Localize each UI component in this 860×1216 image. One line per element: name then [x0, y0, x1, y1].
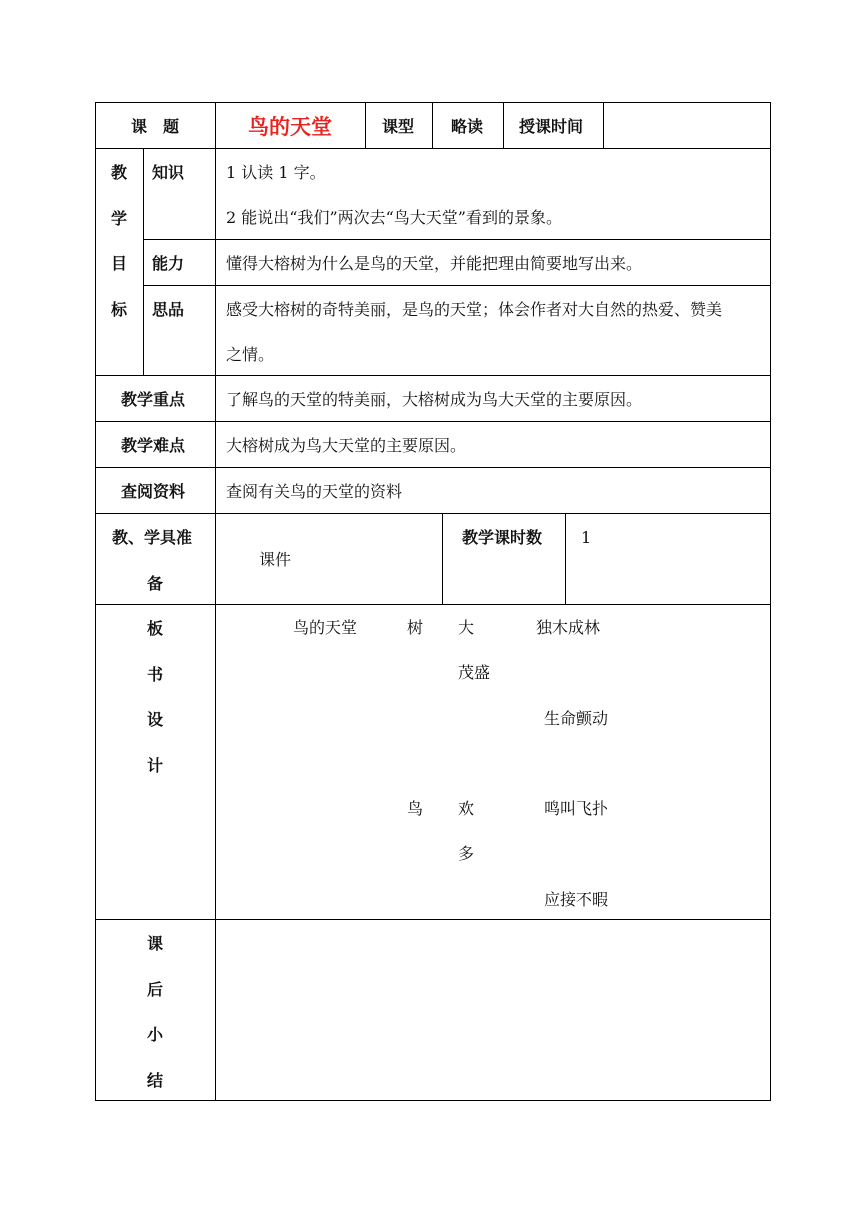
rule [95, 919, 771, 920]
rule [365, 102, 366, 149]
rule [95, 375, 771, 376]
tools-value: 课件 [259, 550, 292, 569]
board-busy: 应接不暇 [544, 890, 609, 909]
rule [503, 102, 504, 149]
ability-label: 能力 [152, 254, 185, 273]
rule [95, 513, 771, 514]
board-big: 大 [458, 618, 475, 637]
board-joy: 欢 [458, 799, 475, 818]
difficulty-label: 教学难点 [121, 436, 186, 455]
board-chirp: 鸣叫飞扑 [544, 799, 609, 818]
rule [95, 467, 771, 468]
board-many: 多 [458, 844, 475, 863]
rule [95, 421, 771, 422]
rule [603, 102, 604, 149]
board-label-char: 计 [147, 756, 164, 775]
class-time-label: 授课时间 [519, 117, 584, 136]
class-hours-label: 教学课时数 [462, 528, 543, 547]
rule [432, 102, 433, 149]
rule [143, 285, 771, 286]
class-hours-value: 1 [581, 528, 592, 547]
lesson-type-label: 课型 [382, 117, 415, 136]
character-line: 之情。 [226, 345, 275, 364]
summary-label-char: 小 [147, 1025, 164, 1044]
objectives-label-char: 目 [111, 254, 128, 273]
objectives-label-char: 教 [111, 163, 128, 182]
key-point-text: 了解鸟的天堂的特美丽，大榕树成为鸟大天堂的主要原因。 [226, 390, 643, 409]
rule [442, 513, 443, 605]
rule [565, 513, 566, 605]
rule [95, 102, 96, 1101]
summary-label-char: 结 [147, 1071, 164, 1090]
board-forest: 独木成林 [536, 618, 601, 637]
lesson-type-value: 略读 [451, 117, 484, 136]
objectives-label-char: 学 [111, 209, 128, 228]
rule [215, 102, 216, 1101]
references-text: 查阅有关鸟的天堂的资料 [226, 482, 403, 501]
objectives-label-char: 标 [111, 300, 128, 319]
difficulty-text: 大榕树成为鸟大天堂的主要原因。 [226, 436, 467, 455]
references-label: 查阅资料 [121, 482, 186, 501]
rule [95, 102, 771, 103]
tools-label-line: 备 [147, 574, 164, 593]
board-tree: 树 [407, 618, 424, 637]
key-point-label: 教学重点 [121, 390, 186, 409]
knowledge-line: 1 认读 1 字。 [226, 163, 326, 182]
rule [95, 604, 771, 605]
topic-label: 课 题 [131, 117, 180, 136]
board-bird: 鸟 [407, 799, 424, 818]
rule [95, 1100, 771, 1101]
rule [95, 148, 771, 149]
summary-label-char: 后 [147, 980, 164, 999]
knowledge-label: 知识 [152, 163, 185, 182]
ability-text: 懂得大榕树为什么是鸟的天堂，并能把理由简要地写出来。 [226, 254, 643, 273]
board-title: 鸟的天堂 [293, 618, 358, 637]
knowledge-line: 2 能说出“我们”两次去“鸟大天堂”看到的景象。 [226, 208, 562, 227]
board-label-char: 设 [147, 710, 164, 729]
board-lush: 茂盛 [458, 663, 491, 682]
tools-label-line: 教、学具准 [112, 528, 193, 547]
rule [143, 239, 771, 240]
board-label-char: 板 [147, 619, 164, 638]
page-title: 鸟的天堂 [248, 115, 332, 139]
rule [143, 148, 144, 376]
character-line: 感受大榕树的奇特美丽，是鸟的天堂；体会作者对大自然的热爱、赞美 [226, 300, 723, 319]
board-vivid: 生命颤动 [544, 709, 609, 728]
board-label-char: 书 [147, 665, 164, 684]
summary-label-char: 课 [147, 934, 164, 953]
character-label: 思品 [152, 300, 185, 319]
rule [770, 102, 771, 1101]
